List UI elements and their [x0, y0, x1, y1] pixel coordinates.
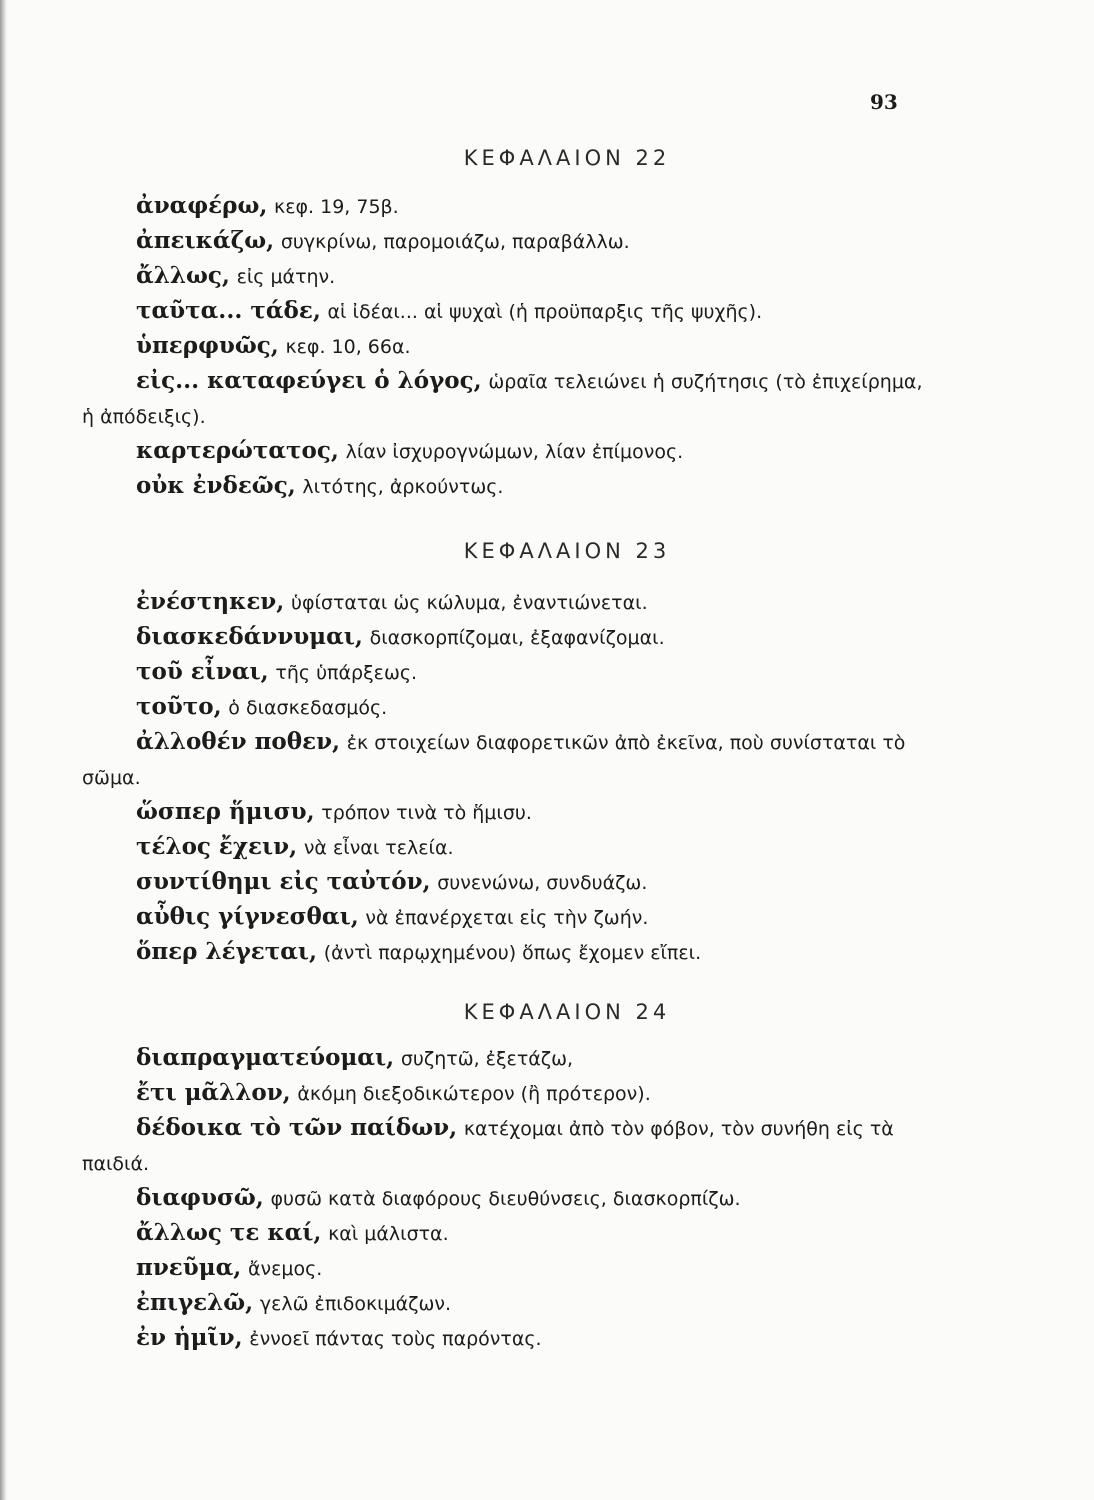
glossary-term: διαφυσῶ, — [136, 1184, 264, 1211]
glossary-entry — [82, 189, 932, 224]
glossary-gloss: νὰ ἐπανέρχεται εἰς τὴν ζωήν. — [365, 907, 649, 929]
glossary-gloss: κεφ. 19, 75β. — [274, 196, 399, 218]
glossary-entry — [82, 434, 932, 469]
glossary-gloss: ἄνεμος. — [247, 1258, 323, 1280]
glossary-entry — [82, 1041, 932, 1076]
glossary-entry — [82, 690, 932, 725]
glossary-entry — [82, 935, 932, 970]
glossary-term: ἐνέστηκεν, — [136, 588, 285, 615]
glossary-term: τοῦτο, — [136, 693, 222, 720]
glossary-term: ἀπεικάζω, — [136, 227, 275, 254]
glossary-gloss: συζητῶ, ἐξετάζω, — [400, 1048, 574, 1070]
glossary-gloss: ὡραῖα τελειώνει ἡ συζήτησις (τὸ ἐπιχείρημα, ἡ ἀπόδειξις). — [82, 371, 923, 428]
glossary-term: ἄλλως τε καί, — [136, 1219, 322, 1246]
glossary-term: διαπραγματεύομαι, — [136, 1044, 395, 1071]
glossary-gloss: διασκορπίζομαι, ἐξαφανίζομαι. — [369, 627, 665, 649]
glossary-gloss: κατέχομαι ἀπὸ τὸν φόβον, τὸν συνήθη εἰς τὰ παιδιά. — [82, 1118, 894, 1175]
glossary-gloss: ὁ διασκεδασμός. — [228, 697, 388, 719]
glossary-gloss: κεφ. 10, 66α. — [285, 336, 411, 358]
glossary-gloss: νὰ εἶναι τελεία. — [303, 837, 454, 859]
glossary-entry — [82, 224, 932, 259]
glossary-term: δέδοικα τὸ τῶν παίδων, — [136, 1114, 458, 1141]
glossary-term: τοῦ εἶναι, — [136, 658, 269, 685]
glossary-gloss: λίαν ἰσχυρογνώμων, λίαν ἐπίμονος. — [345, 441, 684, 463]
glossary-term: ἔτι μᾶλλον, — [136, 1079, 291, 1106]
glossary-gloss: τρόπον τινὰ τὸ ἥμισυ. — [321, 802, 532, 824]
glossary-gloss: τῆς ὑπάρξεως. — [275, 662, 418, 684]
glossary-entry — [82, 469, 932, 504]
chapter-heading-24: ΚΕΦΑΛΑΙΟΝ 24 — [463, 1000, 671, 1024]
glossary-entry — [82, 1076, 932, 1111]
glossary-entry — [82, 585, 932, 620]
glossary-list-22 — [82, 189, 932, 504]
glossary-term: ταῦτα... τάδε, — [136, 297, 321, 324]
glossary-gloss: ἀκόμη διεξοδικώτερον (ἢ πρότερον). — [297, 1083, 651, 1105]
page-binding-edge — [0, 0, 7, 1500]
glossary-gloss: καὶ μάλιστα. — [328, 1223, 449, 1245]
glossary-gloss: αἱ ἰδέαι... αἱ ψυχαὶ (ἡ προϋπαρξις τῆς ψυχῆς). — [327, 301, 763, 323]
glossary-term: ἐν ἡμῖν, — [136, 1324, 243, 1351]
glossary-entry — [82, 865, 932, 900]
glossary-gloss: (ἀντὶ παρῳχημένου) ὅπως ἔχομεν εἴπει. — [323, 942, 702, 964]
chapter-heading-22: ΚΕΦΑΛΑΙΟΝ 22 — [463, 146, 671, 170]
glossary-term: ἀναφέρω, — [136, 192, 268, 219]
glossary-entry — [82, 900, 932, 935]
glossary-entry — [82, 364, 932, 434]
glossary-gloss: ὑφίσταται ὡς κώλυμα, ἐναντιώνεται. — [290, 592, 648, 614]
glossary-term: τέλος ἔχειν, — [136, 833, 298, 860]
glossary-entry — [82, 294, 932, 329]
glossary-term: εἰς... καταφεύγει ὁ λόγος, — [136, 367, 482, 394]
glossary-entry — [82, 1111, 932, 1181]
glossary-term: διασκεδάννυμαι, — [136, 623, 363, 650]
glossary-entry — [82, 1321, 932, 1356]
glossary-list-23 — [82, 585, 932, 970]
glossary-entry — [82, 830, 932, 865]
glossary-gloss: λιτότης, ἀρκούντως. — [302, 476, 504, 498]
glossary-term: πνεῦμα, — [136, 1254, 242, 1281]
glossary-entry — [82, 795, 932, 830]
glossary-term: ὥσπερ ἥμισυ, — [136, 798, 315, 825]
glossary-gloss: ἐκ στοιχείων διαφορετικῶν ἀπὸ ἐκεῖνα, ποὺ συνίσταται τὸ σῶμα. — [82, 732, 906, 789]
glossary-entry — [82, 259, 932, 294]
glossary-gloss: συνενώνω, συνδυάζω. — [437, 872, 648, 894]
glossary-term: ἐπιγελῶ, — [136, 1289, 254, 1316]
glossary-gloss: φυσῶ κατὰ διαφόρους διευθύνσεις, διασκορπίζω. — [270, 1188, 741, 1210]
glossary-term: οὐκ ἐνδεῶς, — [136, 472, 296, 499]
glossary-entry — [82, 1181, 932, 1216]
glossary-term: ἄλλως, — [136, 262, 230, 289]
glossary-gloss: γελῶ ἐπιδοκιμάζων. — [259, 1293, 452, 1315]
glossary-term: ὅπερ λέγεται, — [136, 938, 318, 965]
glossary-entry — [82, 1216, 932, 1251]
glossary-term: αὖθις γίγνεσθαι, — [136, 903, 359, 930]
page-number: 93 — [870, 90, 898, 114]
glossary-term: καρτερώτατος, — [136, 437, 339, 464]
glossary-list-24 — [82, 1041, 932, 1356]
glossary-gloss: συγκρίνω, παρομοιάζω, παραβάλλω. — [280, 231, 630, 253]
glossary-term: συντίθημι εἰς ταὐτόν, — [136, 868, 431, 895]
glossary-entry — [82, 1286, 932, 1321]
glossary-entry — [82, 725, 932, 795]
glossary-entry — [82, 655, 932, 690]
glossary-term: ὑπερφυῶς, — [136, 332, 279, 359]
glossary-entry — [82, 620, 932, 655]
glossary-gloss: εἰς μάτην. — [236, 266, 336, 288]
glossary-term: ἀλλοθέν ποθεν, — [136, 728, 341, 755]
glossary-entry — [82, 329, 932, 364]
chapter-heading-23: ΚΕΦΑΛΑΙΟΝ 23 — [463, 539, 671, 563]
glossary-entry — [82, 1251, 932, 1286]
glossary-gloss: ἐννοεῖ πάντας τοὺς παρόντας. — [249, 1328, 542, 1350]
